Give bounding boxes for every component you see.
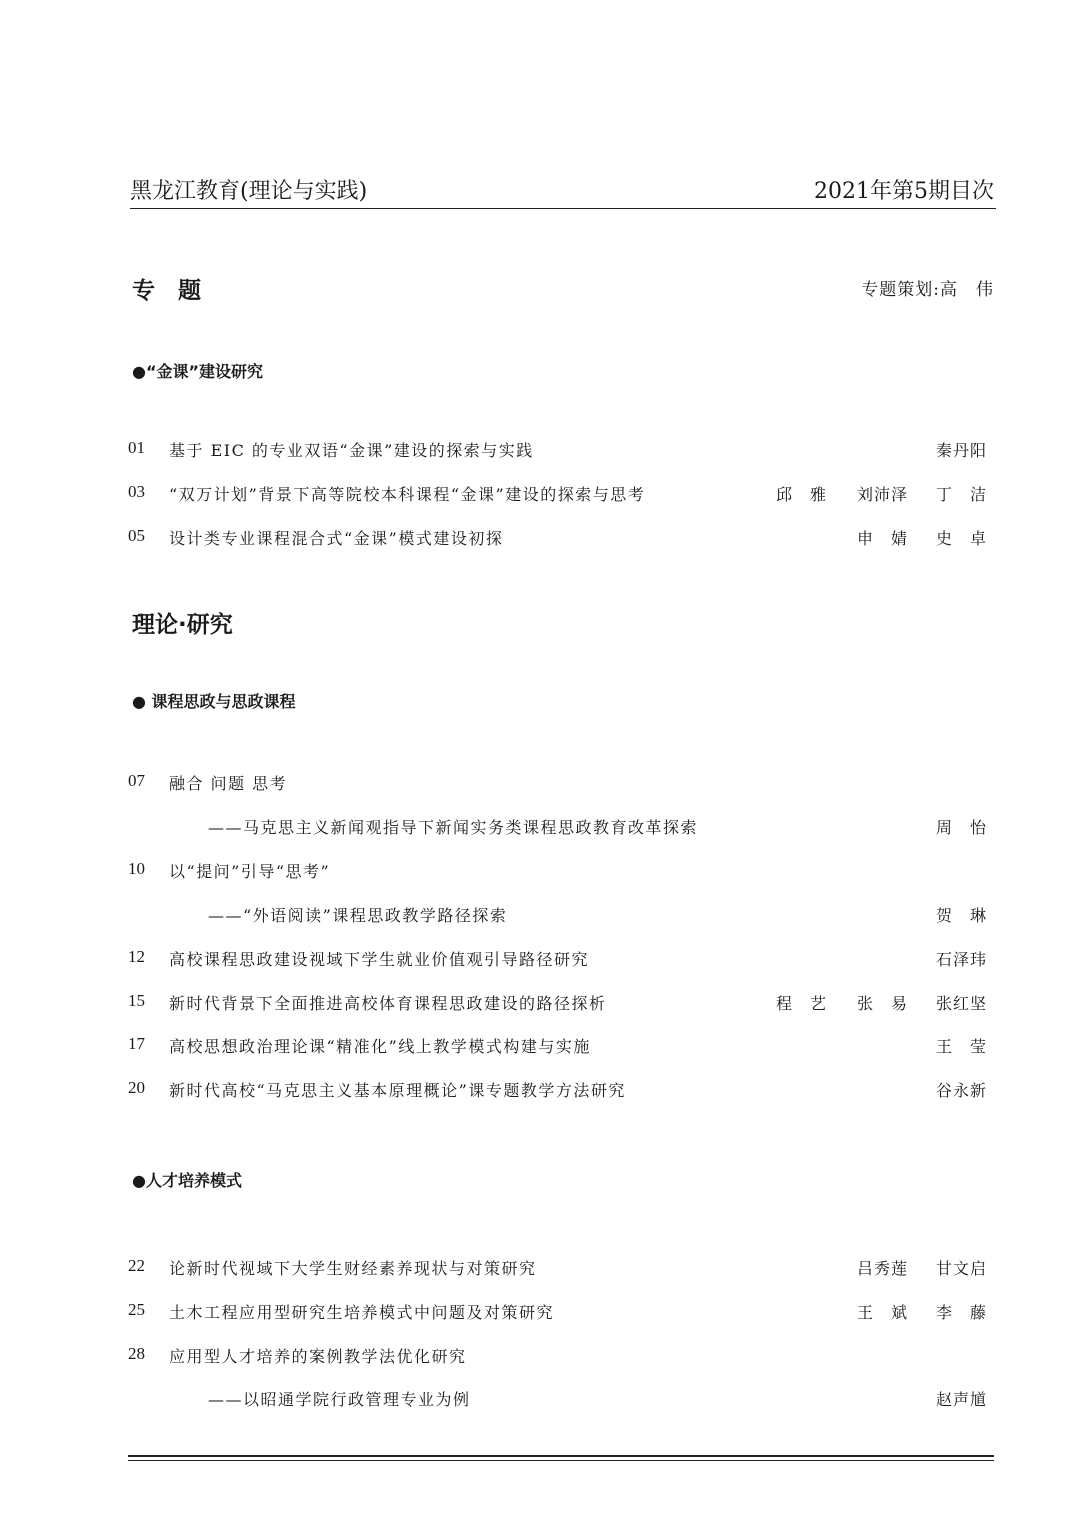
article-subtitle: ——马克思主义新闻观指导下新闻实务类课程思政教育改革探索 bbox=[208, 818, 699, 837]
author: 赵声馗 bbox=[936, 1390, 988, 1409]
author: 石泽玮 bbox=[936, 950, 988, 969]
author: 甘文启 bbox=[936, 1259, 988, 1278]
author: 吕秀莲 bbox=[857, 1259, 909, 1278]
page-number: 03 bbox=[128, 482, 145, 501]
toc-entry-subtitle bbox=[128, 815, 994, 841]
page-number: 01 bbox=[128, 438, 145, 457]
page-number: 05 bbox=[128, 526, 145, 545]
article-title: 高校思想政治理论课“精准化”线上教学模式构建与实施 bbox=[169, 1037, 591, 1056]
toc-entry[interactable] bbox=[128, 526, 994, 552]
running-header bbox=[130, 170, 994, 208]
author: 丁 洁 bbox=[936, 485, 988, 504]
page-number: 28 bbox=[128, 1344, 145, 1363]
article-title: “双万计划”背景下高等院校本科课程“金课”建设的探索与思考 bbox=[169, 485, 646, 504]
author: 秦丹阳 bbox=[936, 441, 988, 460]
author: 申 婧 bbox=[857, 529, 909, 548]
article-title: 新时代背景下全面推进高校体育课程思政建设的路径探析 bbox=[169, 994, 607, 1013]
author: 王 莹 bbox=[936, 1037, 988, 1056]
toc-entry[interactable] bbox=[128, 859, 994, 885]
author: 李 藤 bbox=[936, 1303, 988, 1322]
author: 张红坚 bbox=[936, 994, 988, 1013]
author: 周 怡 bbox=[936, 818, 988, 837]
toc-entry[interactable] bbox=[128, 1256, 994, 1282]
journal-title: 黑龙江教育(理论与实践) bbox=[130, 179, 368, 204]
author: 程 艺 bbox=[776, 994, 828, 1013]
section-title-theory-research: 理论·研究 bbox=[132, 612, 233, 638]
page-number: 10 bbox=[128, 859, 145, 878]
toc-entry[interactable] bbox=[128, 1300, 994, 1326]
article-title: 融合 问题 思考 bbox=[169, 774, 288, 793]
page-number: 25 bbox=[128, 1300, 145, 1319]
footer-rule-thin bbox=[128, 1460, 994, 1461]
article-title: 论新时代视域下大学生财经素养现状与对策研究 bbox=[169, 1259, 537, 1278]
toc-entry[interactable] bbox=[128, 771, 994, 797]
page-number: 15 bbox=[128, 991, 145, 1010]
article-subtitle: ——以昭通学院行政管理专业为例 bbox=[208, 1390, 471, 1409]
footer-rule-thick bbox=[128, 1455, 994, 1457]
page-number: 17 bbox=[128, 1034, 145, 1053]
toc-entry[interactable] bbox=[128, 438, 994, 464]
article-title: 高校课程思政建设视域下学生就业价值观引导路径研究 bbox=[169, 950, 590, 969]
page-number: 20 bbox=[128, 1078, 145, 1097]
page-number: 12 bbox=[128, 947, 145, 966]
toc-entry-subtitle bbox=[128, 903, 994, 929]
article-title: 以“提问”引导“思考” bbox=[169, 862, 331, 881]
issue-title: 2021年第5期目次 bbox=[814, 179, 994, 204]
toc-entry[interactable] bbox=[128, 482, 994, 508]
toc-entry-subtitle bbox=[128, 1387, 994, 1413]
author: 贺 琳 bbox=[936, 906, 988, 925]
author: 史 卓 bbox=[936, 529, 988, 548]
section-title-special-topic: 专 题 bbox=[132, 278, 201, 304]
author: 邱 雅 bbox=[776, 485, 828, 504]
toc-entry[interactable] bbox=[128, 947, 994, 973]
subsection-ideological-courses: ● 课程思政与思政课程 bbox=[132, 692, 296, 711]
author: 张 易 bbox=[857, 994, 909, 1013]
article-title: 新时代高校“马克思主义基本原理概论”课专题教学方法研究 bbox=[169, 1081, 626, 1100]
subsection-talent-training: ●人才培养模式 bbox=[132, 1171, 242, 1190]
toc-entry[interactable] bbox=[128, 1034, 994, 1060]
header-rule bbox=[130, 208, 996, 209]
subsection-golden-course: ●“金课”建设研究 bbox=[132, 362, 263, 381]
author: 刘沛泽 bbox=[857, 485, 909, 504]
page-number: 22 bbox=[128, 1256, 145, 1275]
page-number: 07 bbox=[128, 771, 145, 790]
toc-entry[interactable] bbox=[128, 1344, 994, 1370]
article-subtitle: ——“外语阅读”课程思政教学路径探索 bbox=[208, 906, 508, 925]
topic-planner: 专题策划:高 伟 bbox=[861, 280, 994, 300]
article-title: 设计类专业课程混合式“金课”模式建设初探 bbox=[169, 529, 504, 548]
author: 王 斌 bbox=[857, 1303, 909, 1322]
toc-entry[interactable] bbox=[128, 1078, 994, 1104]
author: 谷永新 bbox=[936, 1081, 988, 1100]
toc-entry[interactable] bbox=[128, 991, 994, 1017]
article-title: 基于 EIC 的专业双语“金课”建设的探索与实践 bbox=[169, 441, 534, 460]
article-title: 土木工程应用型研究生培养模式中问题及对策研究 bbox=[169, 1303, 555, 1322]
article-title: 应用型人才培养的案例教学法优化研究 bbox=[169, 1347, 467, 1366]
